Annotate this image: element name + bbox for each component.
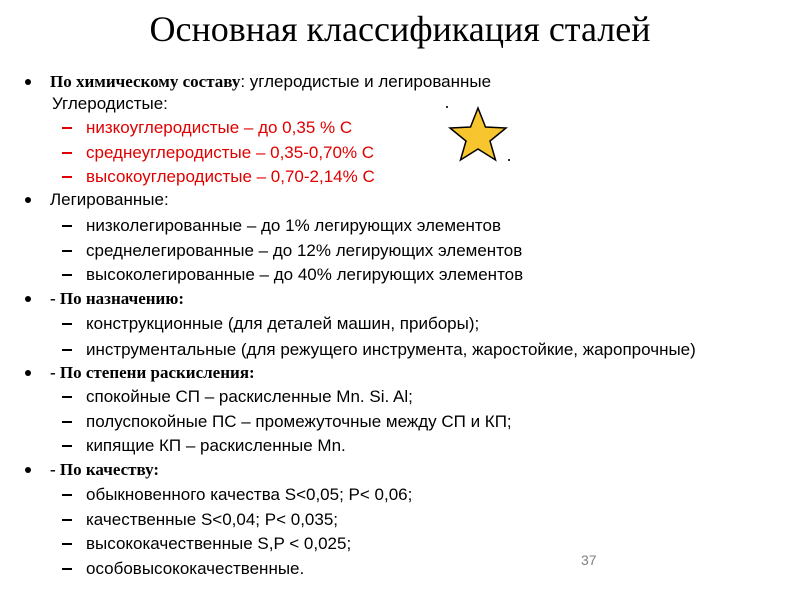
deox-heading: - По степени раскисления: [50,363,255,382]
dash-icon [62,127,72,129]
bullet-icon [25,79,31,85]
dash-icon [62,494,72,496]
list-item: инструментальные (для режущего инструмента, жаростойкие, жаропрочные) [86,340,696,359]
dash-icon [62,543,72,545]
list-item: высоколегированные – до 40% легирующих элементов [86,265,524,284]
list-item: низкоуглеродистые – до 0,35 % С [86,118,353,137]
chem-heading: По химическому составу [50,72,241,91]
dash-icon [62,176,72,178]
list-item: среднелегированные – до 12% легирующих элементов [86,241,523,260]
list-item: обыкновенного качества S<0,05; P< 0,06; [86,485,413,504]
list-item: конструкционные (для деталей машин, приборы); [86,314,480,333]
page-title: Основная классификация сталей [149,9,651,49]
page-number: 37 [581,552,597,568]
list-item: высококачественные S,P < 0,025; [86,534,352,553]
dash-icon [62,250,72,252]
dash-icon [62,152,72,154]
list-item: спокойные СП – раскисленные Mn. Si. Al; [86,387,413,406]
list-item: кипящие КП – раскисленные Mn. [86,436,346,455]
dash-icon [62,323,72,325]
dash-icon [62,274,72,276]
chem-heading-line [50,72,491,92]
alloy-label: Легированные: [50,190,169,209]
dash-icon [62,349,72,351]
quality-heading: - По качеству: [50,460,160,479]
dash-icon [62,396,72,398]
bullet-icon [25,197,31,203]
list-item: низколегированные – до 1% легирующих элементов [86,216,501,235]
list-item: высокоуглеродистые – 0,70-2,14% С [86,167,375,186]
bullet-icon [25,370,31,376]
bullet-icon [25,296,31,302]
dash-icon [62,445,72,447]
dash-icon [62,421,72,423]
bullet-icon [25,467,31,473]
selection-handle-icon [508,159,510,161]
dash-icon [62,568,72,570]
list-item: полуспокойные ПС – промежуточные между СП и КП; [86,412,512,431]
purpose-heading: - По назначению: [50,289,184,308]
selection-handle-icon [446,106,448,108]
list-item: среднеуглеродистые – 0,35-0,70% С [86,143,375,162]
chem-heading-rest: : углеродистые и легированные [240,72,492,91]
dash-icon [62,519,72,521]
list-item: особовысококачественные. [86,559,305,578]
star-icon [446,106,510,162]
dash-icon [62,225,72,227]
list-item: качественные S<0,04; P< 0,035; [86,510,339,529]
carbon-label: Углеродистые: [52,94,168,113]
